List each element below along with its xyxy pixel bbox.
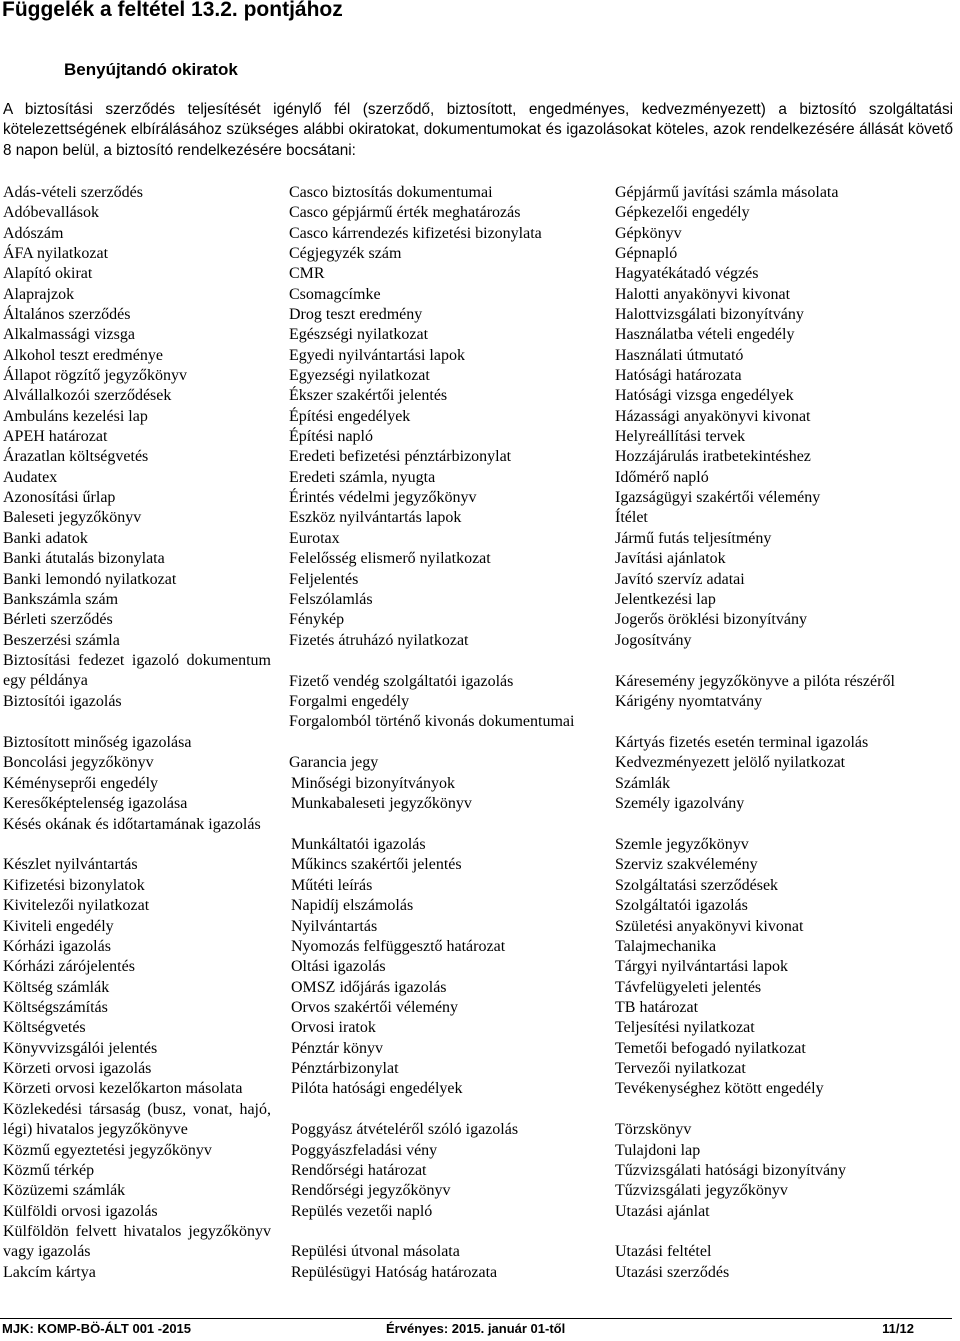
col1-document-item: Audatex [3,469,58,486]
col2-document-item: Fénykép [289,611,345,628]
col3-document-item: TB határozat [615,999,699,1016]
col3-document-item: Gépjármű javítási számla másolata [615,184,839,201]
col3-document-item: Talajmechanika [615,938,717,955]
col2-document-item: Oltási igazolás [291,958,386,975]
col1-document-item: Közlekedési társaság (busz, vonat, hajó, légi) hivatalos jegyzőkönyve [3,1101,271,1139]
col2-document-item: Poggyászfeladási vény [291,1142,438,1159]
col1-document-item: Kórházi igazolás [3,938,111,955]
col1-document-item: Készlet nyilvántartás [3,856,138,873]
col2-document-item: Eszköz nyilvántartás lapok [289,509,462,526]
col2-document-item: Pénztár könyv [291,1040,383,1057]
col3-document-item: Hatósági határozata [615,367,742,384]
col3-document-item: Törzskönyv [615,1121,692,1138]
col1-document-item: Kifizetési bizonylatok [3,877,145,894]
col3-document-item: Szolgáltatói igazolás [615,897,748,914]
col1-document-item: Banki átutalás bizonylata [3,550,165,567]
col2-document-item: Pilóta hatósági engedélyek [291,1080,463,1097]
col2-document-item: Orvosi iratok [291,1019,376,1036]
col1-document-item: Ambuláns kezelési lap [3,408,148,425]
col1-document-item: ÁFA nyilatkozat [3,245,109,262]
col2-document-item: Munkabaleseti jegyzőkönyv [291,795,472,812]
col1-document-item: APEH határozat [3,428,108,445]
col3-document-item: Időmérő napló [615,469,709,486]
col2-document-item: Munkáltatói igazolás [291,836,426,853]
col3-document-item: Tűzvizsgálati jegyzőkönyv [615,1182,788,1199]
col3-document-item: Távfelügyeleti jelentés [615,979,762,996]
col3-document-item: Használati útmutató [615,347,744,364]
col1-document-item: Árazatlan költségvetés [3,448,149,465]
col1-document-item: Késés okának és időtartamának igazolás [3,816,261,833]
intro-paragraph: A biztosítási szerződés teljesítését igénylő fél (szerződő, biztosított, engedményes, kedvezményezett) a biztosító szolgáltatási kötelezettségének elbírálásához szükséges alábbi okiratokat, dokumentumokat és igazolásokat köteles, azok rendelkezésére állását követő 8 napon belül, a biztosító rendelkezésére bocsátani: [3,101,953,159]
col3-document-item: Hozzájárulás iratbetekintéshez [615,448,811,465]
col2-document-item: Egyedi nyilvántartási lapok [289,347,465,364]
col2-document-item: Drog teszt eredmény [289,306,423,323]
col2-document-item: Nyomozás felfüggesztő határozat [291,938,506,955]
col2-document-item: Repülési útvonal másolata [291,1243,460,1260]
col1-document-item: Biztosítói igazolás [3,693,122,710]
col3-document-item: Szerviz szakvélemény [615,856,758,873]
col1-document-item: Kiviteli engedély [3,918,114,935]
col2-document-item: Cégjegyzék szám [289,245,402,262]
col3-document-item: Teljesítési nyilatkozat [615,1019,755,1036]
col3-document-item: Javító szervíz adatai [615,571,745,588]
col3-document-item: Gépkönyv [615,225,682,242]
col2-document-item: Feljelentés [289,571,359,588]
col1-document-item: Kórházi zárójelentés [3,958,135,975]
col2-document-item: Repülésügyi Hatóság határozata [291,1264,498,1281]
col2-document-item: Casco kárrendezés kifizetési bizonylata [289,225,542,242]
col3-document-item: Hatósági vizsga engedélyek [615,387,794,404]
col2-document-item: Forgalomból történő kivonás dokumentumai [289,713,575,730]
col3-document-item: Kedvezményezett jelölő nyilatkozat [615,754,846,771]
col1-document-item: Kéményseprői engedély [3,775,159,792]
col3-document-item: Szolgáltatási szerződések [615,877,779,894]
col2-document-item: Forgalmi engedély [289,693,410,710]
col1-document-item: Azonosítási űrlap [3,489,116,506]
col1-document-item: Keresőképtelenség igazolása [3,795,188,812]
footer-validity: Érvényes: 2015. január 01-től [386,1321,566,1336]
section-heading: Benyújtandó okiratok [64,60,238,79]
col1-document-item: Alapító okirat [3,265,93,282]
col3-document-item: Halottvizsgálati bizonyítvány [615,306,804,323]
col2-document-item: Orvos szakértői vélemény [291,999,459,1016]
col2-document-item: Eurotax [289,530,340,547]
col2-document-item: Építési engedélyek [289,408,411,425]
col1-document-item: Körzeti orvosi kezelőkarton másolata [3,1080,243,1097]
col1-document-item: Baleseti jegyzőkönyv [3,509,142,526]
col3-document-item: Javítási ajánlatok [615,550,726,567]
col2-document-item: Rendőrségi határozat [291,1162,427,1179]
footer-doc-code: MJK: KOMP-BÖ-ÁLT 001 -2015 [2,1321,192,1336]
col1-document-item: Lakcím kártya [3,1264,96,1281]
col1-document-item: Bankszámla szám [3,591,119,608]
col3-document-item: Tárgyi nyilvántartási lapok [615,958,788,975]
footer-page-number: 11/12 [882,1321,914,1336]
col2-document-item: Napidíj elszámolás [291,897,414,914]
col2-document-item: Fizetés átruházó nyilatkozat [289,632,469,649]
col2-document-item: Építési napló [289,428,373,445]
col3-document-item: Ítélet [615,509,648,526]
col3-document-item: Személy igazolvány [615,795,745,812]
col1-document-item: Banki adatok [3,530,88,547]
col1-document-item: Adás-vételi szerződés [3,184,143,201]
col2-document-item: Eredeti számla, nyugta [289,469,436,486]
col1-document-item: Költség számlák [3,979,110,996]
col3-document-item: Utazási szerződés [615,1264,730,1281]
col1-document-item: Közmű egyeztetési jegyzőkönyv [3,1142,212,1159]
col3-document-item: Kárigény nyomtatvány [615,693,763,710]
col2-document-item: Casco gépjármű érték meghatározás [289,204,521,221]
col3-document-item: Tűzvizsgálati hatósági bizonyítvány [615,1162,847,1179]
col2-document-item: Felszólamlás [289,591,373,608]
col3-document-item: Helyreállítási tervek [615,428,746,445]
col1-document-item: Boncolási jegyzőkönyv [3,754,154,771]
col2-document-item: Felelősség elismerő nyilatkozat [289,550,491,567]
col3-document-item: Születési anyakönyvi kivonat [615,918,804,935]
col1-document-item: Külföldön felvett hivatalos jegyzőkönyv vagy igazolás [3,1223,271,1261]
col1-document-item: Külföldi orvosi igazolás [3,1203,158,1220]
col3-document-item: Tervezői nyilatkozat [615,1060,746,1077]
col2-document-item: CMR [289,265,325,282]
col2-document-item: Minőségi bizonyítványok [291,775,455,792]
col2-document-item: Repülés vezetői napló [291,1203,433,1220]
col1-document-item: Általános szerződés [3,306,131,323]
col1-document-item: Alkohol teszt eredménye [3,347,163,364]
col1-document-item: Adószám [3,225,64,242]
col1-document-item: Adóbevallások [3,204,99,221]
col1-document-item: Közüzemi számlák [3,1182,126,1199]
col1-document-item: Közmű térkép [3,1162,95,1179]
col1-document-item: Alaprajzok [3,286,75,303]
col3-document-item: Utazási feltétel [615,1243,712,1260]
col3-document-item: Gépnapló [615,245,678,262]
page-title: Függelék a feltétel 13.2. pontjához [2,0,343,21]
footer-divider [0,1318,952,1319]
col1-document-item: Költségszámítás [3,999,108,1016]
col3-document-item: Gépkezelői engedély [615,204,750,221]
col3-document-item: Kártyás fizetés esetén terminal igazolás [615,734,869,751]
col2-document-item: Pénztárbizonylat [291,1060,399,1077]
col1-document-item: Költségvetés [3,1019,86,1036]
col1-document-item: Banki lemondó nyilatkozat [3,571,177,588]
col3-document-item: Tulajdoni lap [615,1142,701,1159]
col1-document-item: Alkalmassági vizsga [3,326,135,343]
col1-document-item: Bérleti szerződés [3,611,113,628]
col2-document-item: Eredeti befizetési pénztárbizonylat [289,448,512,465]
col2-document-item: Garancia jegy [289,754,379,771]
col3-document-item: Számlák [615,775,671,792]
col1-document-item: Alvállalkozói szerződések [3,387,172,404]
col1-document-item: Könyvvizsgálói jelentés [3,1040,158,1057]
col3-document-item: Utazási ajánlat [615,1203,710,1220]
col1-document-item: Körzeti orvosi igazolás [3,1060,152,1077]
col2-document-item: Nyilvántartás [291,918,378,935]
col3-document-item: Igazságügyi szakértői vélemény [615,489,821,506]
col3-document-item: Használatba vételi engedély [615,326,795,343]
col2-document-item: Poggyász átvételéről szóló igazolás [291,1121,519,1138]
col3-document-item: Jármű futás teljesítmény [615,530,772,547]
col1-document-item: Biztosítási fedezet igazoló dokumentum egy példánya [3,652,271,690]
col2-document-item: Casco biztosítás dokumentumai [289,184,493,201]
col1-document-item: Biztosított minőség igazolása [3,734,192,751]
col2-document-item: OMSZ időjárás igazolás [291,979,447,996]
col3-document-item: Házassági anyakönyvi kivonat [615,408,811,425]
col2-document-item: Csomagcímke [289,286,381,303]
col3-document-item: Tevékenységhez kötött engedély [615,1080,824,1097]
col2-document-item: Műkincs szakértői jelentés [291,856,462,873]
col2-document-item: Fizető vendég szolgáltatói igazolás [289,673,514,690]
col2-document-item: Rendőrségi jegyzőkönyv [291,1182,451,1199]
col3-document-item: Szemle jegyzőkönyv [615,836,749,853]
col3-document-item: Jogerős öröklési bizonyítvány [615,611,807,628]
col3-document-item: Halotti anyakönyvi kivonat [615,286,791,303]
col3-document-item: Temetői befogadó nyilatkozat [615,1040,806,1057]
col2-document-item: Ékszer szakértői jelentés [289,387,448,404]
col3-document-item: Jogosítvány [615,632,692,649]
col3-document-item: Hagyatékátadó végzés [615,265,759,282]
col2-document-item: Műtéti leírás [291,877,373,894]
col2-document-item: Egészségi nyilatkozat [289,326,429,343]
col3-document-item: Káresemény jegyzőkönyve a pilóta részéről [615,673,895,690]
col3-document-item: Jelentkezési lap [615,591,716,608]
col2-document-item: Érintés védelmi jegyzőkönyv [289,489,477,506]
col1-document-item: Állapot rögzítő jegyzőkönyv [3,367,187,384]
col1-document-item: Beszerzési számla [3,632,120,649]
col2-document-item: Egyezségi nyilatkozat [289,367,430,384]
col1-document-item: Kivitelezői nyilatkozat [3,897,150,914]
